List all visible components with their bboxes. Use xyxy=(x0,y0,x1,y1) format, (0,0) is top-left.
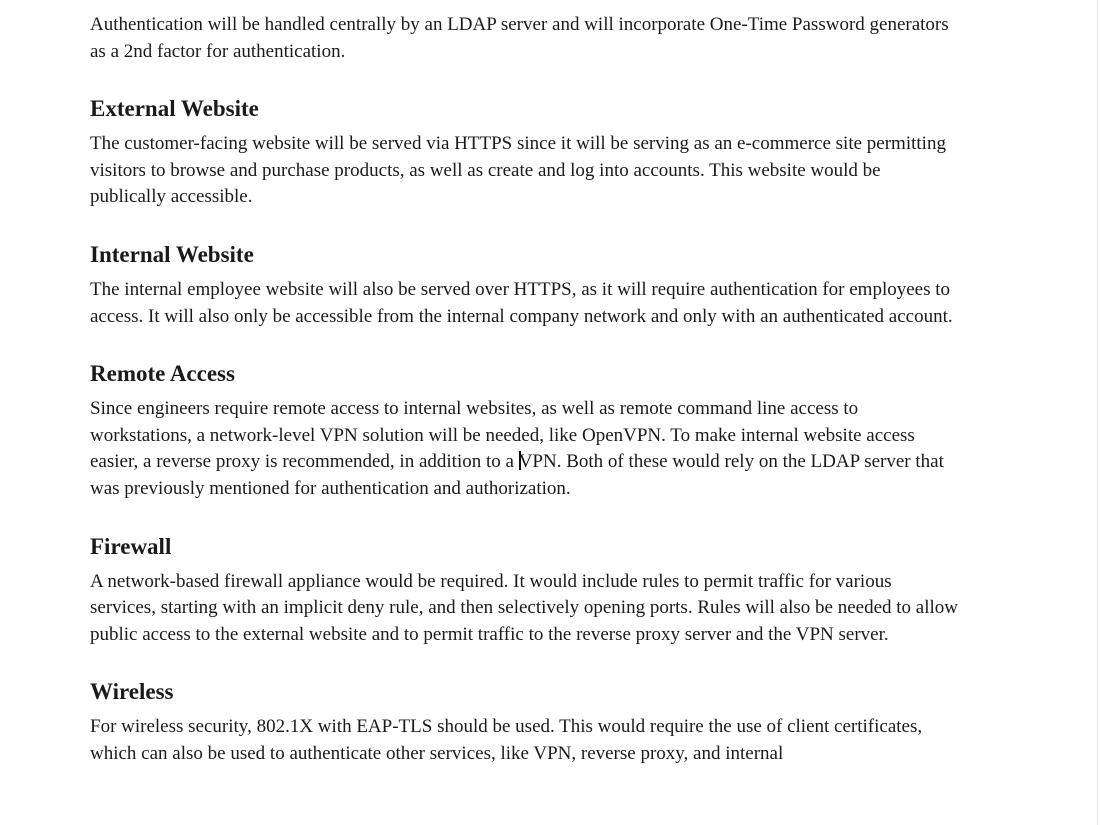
paragraph-wireless: For wireless security, 802.1X with EAP-TLS should be used. This would require the use of client certificates, which can also be used to authenticate other services, like VPN, reverse proxy, and internal xyxy=(90,716,923,764)
heading-firewall: Firewall xyxy=(90,533,172,559)
paragraph-firewall: A network-based firewall appliance would be required. It would include rules to permit traffic for various services, starting with an implicit deny rule, and then selectively opening ports. Rules will also be needed to allow public access to the external website and to permit traffic to the reverse proxy server and the VPN server. xyxy=(90,570,958,645)
section-remote-access xyxy=(90,360,960,502)
section-internal-website xyxy=(90,241,960,330)
paragraph-remote-access-part-1: Since engineers require remote access to internal websites, as well as remote command line access to workstations, a network-level VPN solution will be needed, like OpenVPN. To make internal website access easier, a reverse proxy is recommended, in addition to a xyxy=(90,398,915,473)
section-wireless xyxy=(90,678,960,767)
intro-paragraph: Authentication will be handled centrally by an LDAP server and will incorporate One-Time Password generators as a 2nd factor for authentication. xyxy=(90,14,949,62)
heading-wireless: Wireless xyxy=(90,679,174,705)
section-external-website xyxy=(90,95,960,211)
paragraph-remote-access xyxy=(90,396,960,502)
document-body[interactable] xyxy=(90,12,960,768)
heading-internal-website: Internal Website xyxy=(90,241,254,267)
paragraph-internal-website: The internal employee website will also be served over HTTPS, as it will require authentication for employees to access. It will also only be accessible from the internal company network and only with an authenticated account. xyxy=(90,278,953,327)
heading-external-website: External Website xyxy=(90,96,259,122)
heading-remote-access: Remote Access xyxy=(90,361,235,387)
paragraph-external-website: The customer-facing website will be served via HTTPS since it will be serving as an e-commerce site permitting visitors to browse and purchase products, as well as create and log into accounts. This website would be publically accessible. xyxy=(90,133,946,208)
paragraph-remote-access-part-2: VPN. Both of these would rely on the LDAP server that was previously mentioned for authentication and authorization. xyxy=(90,451,944,499)
scrollbar-edge xyxy=(1097,0,1098,825)
section-firewall xyxy=(90,533,960,649)
